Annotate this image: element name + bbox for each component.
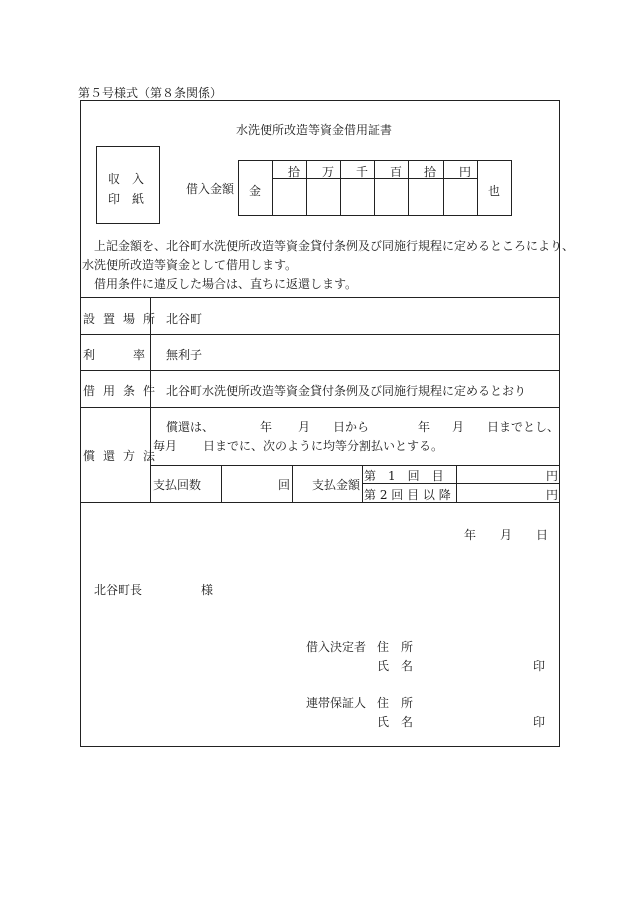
statement-line2: 水洗便所改造等資金として借用します。: [82, 258, 298, 272]
repayment-day: 日から: [333, 420, 370, 434]
unit-label: 拾: [288, 165, 301, 179]
repayment-day: 日までとし、: [487, 420, 560, 434]
date-day: 日: [536, 528, 549, 542]
repayment-year: 年: [260, 420, 273, 434]
unit-label: 円: [459, 165, 472, 179]
repayment-year: 年: [418, 420, 431, 434]
repayment-text: 日までに、次のように均等分割払いとする。: [203, 439, 444, 453]
repayment-label: 償還方法: [83, 449, 164, 463]
document-title: 水洗便所改造等資金借用証書: [236, 123, 393, 137]
repayment-text: 毎月: [153, 439, 178, 453]
repayment-month: 月: [452, 420, 465, 434]
location-value: 北谷町: [166, 312, 203, 326]
amount-label: 借入金額: [186, 182, 235, 196]
borrower-seal: 印: [533, 659, 546, 673]
payment-count-label: 支払回数: [153, 478, 202, 492]
guarantor-seal: 印: [533, 715, 546, 729]
payment-count-unit: 回: [278, 478, 291, 492]
date-year: 年: [464, 528, 477, 542]
amount-suffix: 也: [488, 184, 501, 198]
addressee-name: 北谷町長: [94, 583, 143, 597]
statement-line3: 借用条件に違反した場合は、直ちに返還します。: [94, 277, 358, 291]
date-month: 月: [500, 528, 513, 542]
unit-label: 拾: [424, 165, 437, 179]
first-payment-yen: 円: [546, 469, 559, 483]
interest-value: 無利子: [166, 348, 203, 362]
interest-label: 利 率: [83, 348, 145, 362]
statement-line1: 上記金額を、北谷町水洗便所改造等資金貸付条例及び同施行規程に定めるところにより、: [94, 239, 575, 253]
label-column-divider: [150, 297, 151, 502]
conditions-label: 借用条件: [83, 384, 164, 398]
borrower-name-label: 氏 名: [377, 659, 414, 673]
repayment-text: 償還は、: [166, 420, 215, 434]
form-number: 第５号様式（第８条関係）: [78, 86, 223, 100]
guarantor-role: 連帯保証人: [306, 696, 367, 710]
guarantor-name-label: 氏 名: [377, 715, 414, 729]
repayment-month: 月: [298, 420, 311, 434]
later-payment-label: 第 2 回 目 以 降: [364, 488, 451, 502]
stamp-label-line2: 印 紙: [108, 192, 145, 206]
unit-label: 万: [322, 165, 335, 179]
unit-label: 百: [390, 165, 403, 179]
borrower-address-label: 住 所: [377, 640, 414, 654]
addressee-honorific: 様: [201, 583, 214, 597]
guarantor-address-label: 住 所: [377, 696, 414, 710]
location-label: 設置場所: [83, 312, 164, 326]
conditions-value: 北谷町水洗便所改造等資金貸付条例及び同施行規程に定めるとおり: [166, 384, 527, 398]
stamp-label-line1: 収 入: [108, 172, 145, 186]
payment-amount-label: 支払金額: [312, 478, 361, 492]
amount-prefix: 金: [249, 184, 262, 198]
unit-label: 千: [356, 165, 369, 179]
borrower-role: 借入決定者: [306, 640, 367, 654]
first-payment-label: 第 1 回 目: [364, 469, 444, 483]
later-payment-yen: 円: [546, 488, 559, 502]
